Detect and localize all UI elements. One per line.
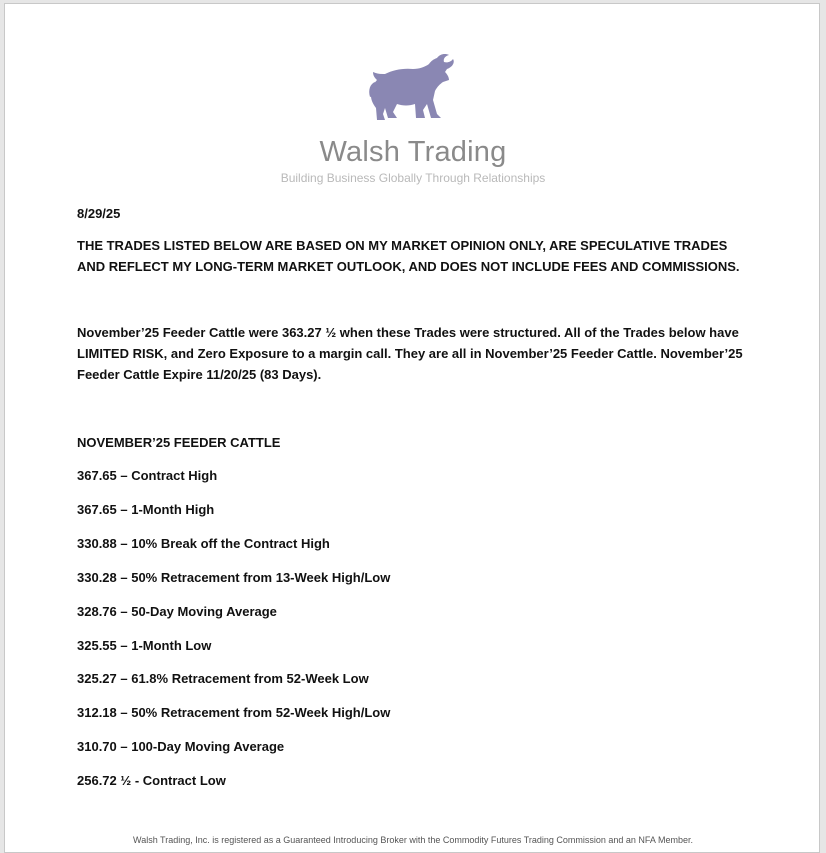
level-item: 310.70 – 100-Day Moving Average xyxy=(77,739,285,754)
walsh-trading-logo xyxy=(5,52,821,192)
footer-notice: Walsh Trading, Inc. is registered as a Guaranteed Introducing Broker with the Commodity Futures Trading Commission and an NFA Member. xyxy=(133,835,693,845)
level-item: 325.27 – 61.8% Retracement from 52-Week Low xyxy=(77,671,369,686)
level-item: 330.88 – 10% Break off the Contract High xyxy=(77,536,330,551)
level-item: 256.72 ½ - Contract Low xyxy=(77,773,226,788)
report-date: 8/29/25 xyxy=(77,206,121,221)
document-page xyxy=(4,3,820,853)
level-item: 330.28 – 50% Retracement from 13-Week High/Low xyxy=(77,570,391,585)
level-item: 367.65 – 1-Month High xyxy=(77,502,215,517)
level-item: 325.55 – 1-Month Low xyxy=(77,638,212,653)
brand-name: Walsh Trading xyxy=(319,136,507,168)
section-title: NOVEMBER’25 FEEDER CATTLE xyxy=(77,435,281,450)
bull-logo-icon xyxy=(367,52,459,130)
disclaimer-paragraph: THE TRADES LISTED BELOW ARE BASED ON MY MARKET OPINION ONLY, ARE SPECULATIVE TRADES AND REFLECT MY LONG-TERM MARKET OUTLOOK, AND DOES NOT INCLUDE FEES AND COMMISSIONS. xyxy=(77,238,740,274)
level-item: 328.76 – 50-Day Moving Average xyxy=(77,604,277,619)
brand-tagline: Building Business Globally Through Relationships xyxy=(280,171,546,185)
level-item: 367.65 – Contract High xyxy=(77,468,218,483)
intro-paragraph: November’25 Feeder Cattle were 363.27 ½ when these Trades were structured. All of the Trades below have LIMITED RISK, and Zero Exposure to a margin call. They are all in November’25 Feeder Cattle. November’25 Feeder Cattle Expire 11/20/25 (83 Days). xyxy=(77,325,743,382)
level-item: 312.18 – 50% Retracement from 52-Week High/Low xyxy=(77,705,391,720)
